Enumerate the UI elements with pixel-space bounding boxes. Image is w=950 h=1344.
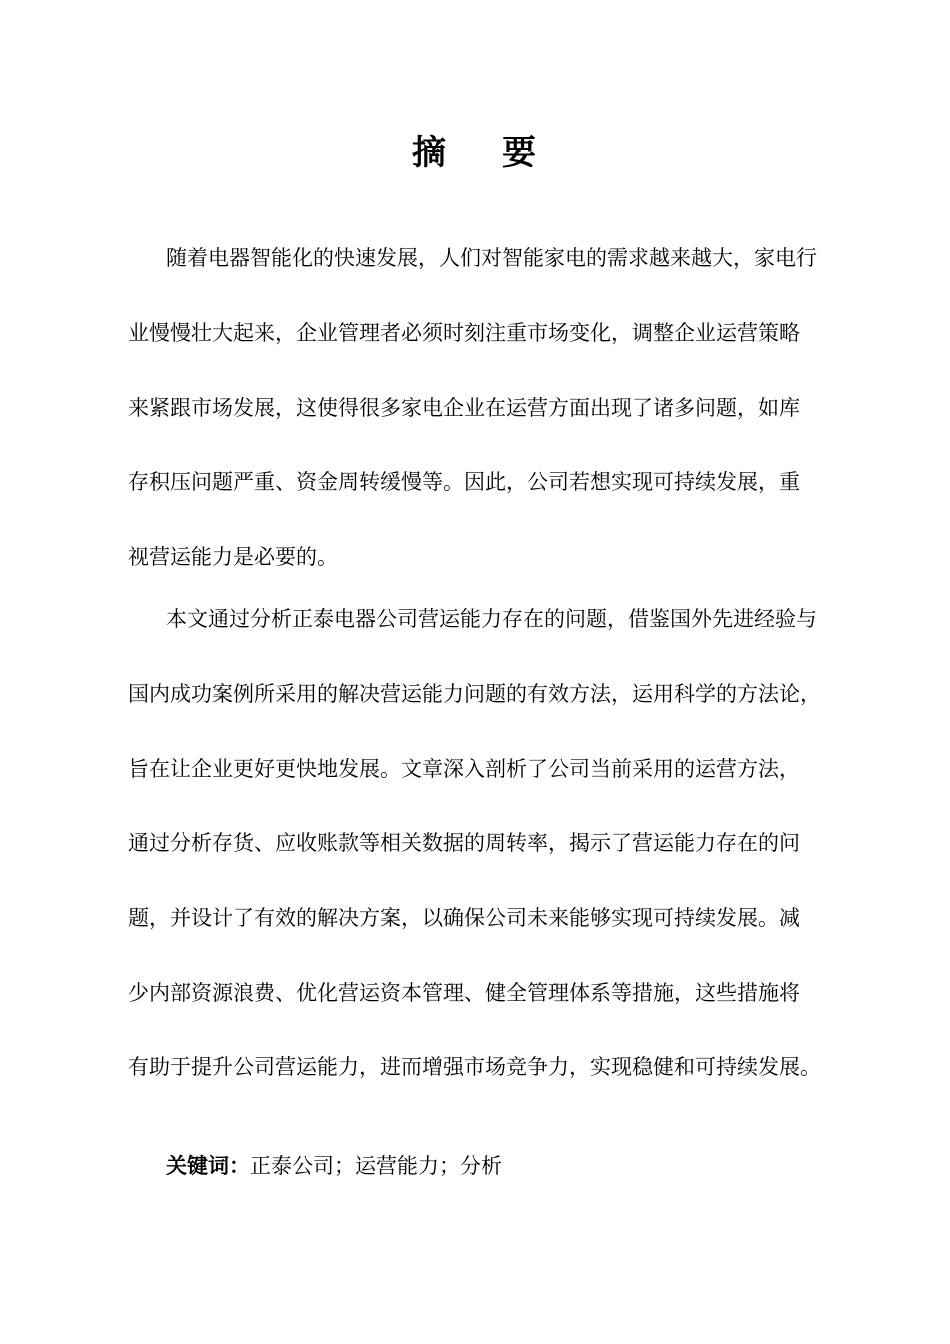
paragraph-line: 存积压问题严重、资金周转缓慢等。因此，公司若想实现可持续发展，重 xyxy=(128,470,800,494)
paragraph-line: 随着电器智能化的快速发展，人们对智能家电的需求越来越大，家电行 xyxy=(166,246,817,270)
abstract-title-char-2: 要 xyxy=(502,133,538,173)
abstract-title xyxy=(0,128,950,178)
keywords-label: 关键词： xyxy=(166,1154,250,1178)
paragraph-line: 本文通过分析正泰电器公司营运能力存在的问题，借鉴国外先进经验与 xyxy=(166,607,817,631)
paragraph-line: 国内成功案例所采用的解决营运能力问题的有效方法，运用科学的方法论， xyxy=(128,682,821,706)
keywords-line xyxy=(166,1151,502,1181)
paragraph-line: 视营运能力是必要的。 xyxy=(128,545,338,569)
paragraph-line: 旨在让企业更好更快地发展。文章深入剖析了公司当前采用的运营方法， xyxy=(128,757,800,781)
paragraph-line: 题，并设计了有效的解决方案，以确保公司未来能够实现可持续发展。减 xyxy=(128,906,800,930)
paragraph-line: 通过分析存货、应收账款等相关数据的周转率，揭示了营运能力存在的问 xyxy=(128,831,800,855)
paragraph-line: 来紧跟市场发展，这使得很多家电企业在运营方面出现了诸多问题，如库 xyxy=(128,396,800,420)
keywords-value: 正泰公司；运营能力；分析 xyxy=(250,1154,502,1178)
paragraph-line: 有助于提升公司营运能力，进而增强市场竞争力，实现稳健和可持续发展。 xyxy=(128,1055,821,1079)
paragraph-line: 少内部资源浪费、优化营运资本管理、健全管理体系等措施，这些措施将 xyxy=(128,981,800,1005)
paragraph-line: 业慢慢壮大起来，企业管理者必须时刻注重市场变化，调整企业运营策略 xyxy=(128,321,800,345)
abstract-title-char-1: 摘 xyxy=(412,133,448,173)
